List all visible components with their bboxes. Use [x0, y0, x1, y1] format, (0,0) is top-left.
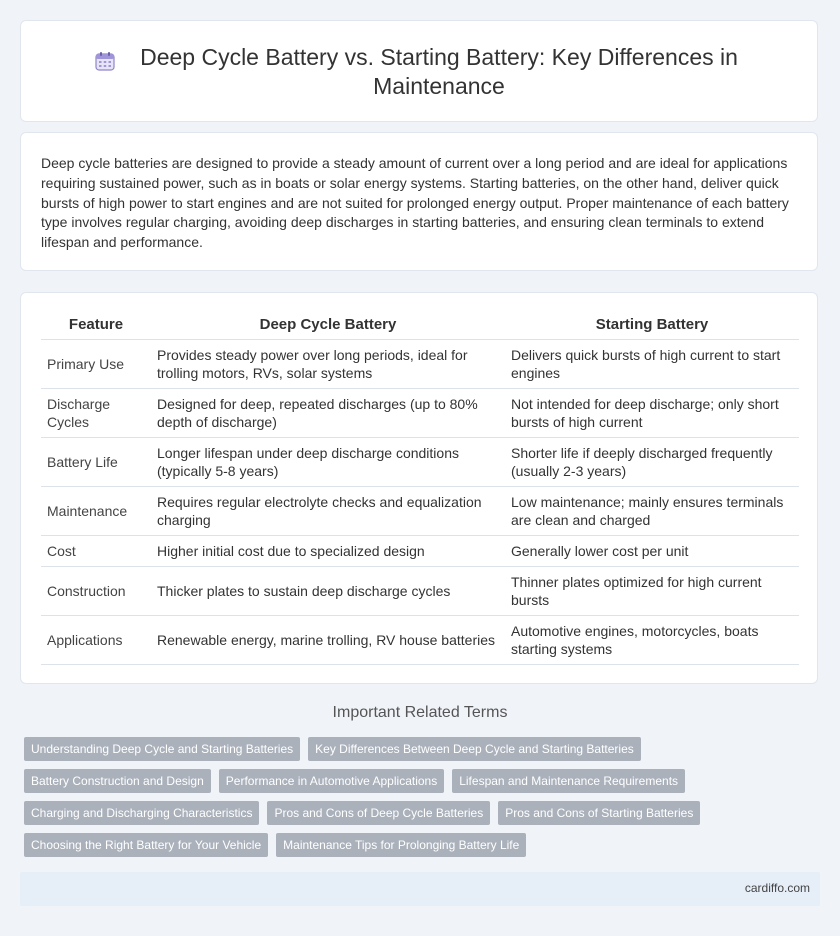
- table-row: [41, 389, 799, 438]
- starting-cell: Automotive engines, motorcycles, boats starting systems: [505, 616, 799, 665]
- deep-cycle-cell: Requires regular electrolyte checks and equalization charging: [151, 487, 505, 536]
- related-terms-list: [24, 737, 824, 865]
- table-row: [41, 567, 799, 616]
- starting-cell: Low maintenance; mainly ensures terminals are clean and charged: [505, 487, 799, 536]
- tag-row: [24, 769, 824, 793]
- deep-cycle-cell: Designed for deep, repeated discharges (up to 80% depth of discharge): [151, 389, 505, 438]
- table-row: [41, 536, 799, 567]
- related-term-tag[interactable]: Pros and Cons of Starting Batteries: [498, 801, 700, 825]
- related-term-tag[interactable]: Battery Construction and Design: [24, 769, 211, 793]
- feature-cell: Battery Life: [41, 438, 151, 487]
- table-header-row: [41, 309, 799, 340]
- footer: [20, 872, 820, 906]
- deep-cycle-cell: Provides steady power over long periods, ideal for trolling motors, RVs, solar systems: [151, 340, 505, 389]
- table-row: [41, 487, 799, 536]
- intro-card: [20, 132, 818, 271]
- table-row: [41, 340, 799, 389]
- related-terms-heading: Important Related Terms: [332, 704, 508, 721]
- feature-cell: Discharge Cycles: [41, 389, 151, 438]
- deep-cycle-cell: Thicker plates to sustain deep discharge cycles: [151, 567, 505, 616]
- deep-cycle-cell: Renewable energy, marine trolling, RV house batteries: [151, 616, 505, 665]
- header-card: [20, 20, 818, 122]
- related-term-tag[interactable]: Performance in Automotive Applications: [219, 769, 444, 793]
- comparison-table-card: [20, 292, 818, 684]
- starting-cell: Not intended for deep discharge; only short bursts of high current: [505, 389, 799, 438]
- feature-cell: Maintenance: [41, 487, 151, 536]
- tag-row: [24, 833, 824, 857]
- related-term-tag[interactable]: Choosing the Right Battery for Your Vehicle: [24, 833, 268, 857]
- feature-cell: Construction: [41, 567, 151, 616]
- starting-cell: Thinner plates optimized for high current bursts: [505, 567, 799, 616]
- starting-cell: Shorter life if deeply discharged frequently (usually 2-3 years): [505, 438, 799, 487]
- related-term-tag[interactable]: Key Differences Between Deep Cycle and Starting Batteries: [308, 737, 641, 761]
- feature-cell: Cost: [41, 536, 151, 567]
- starting-cell: Generally lower cost per unit: [505, 536, 799, 567]
- intro-paragraph: Deep cycle batteries are designed to provide a steady amount of current over a long period and are ideal for applications requiring sustained power, such as in boats or solar energy systems. Starting batteries, on the other hand, deliver quick bursts of high power to start engines and are not suited for prolonged energy output. Proper maintenance of each battery type involves regular charging, avoiding deep discharges in starting batteries, and ensuring clean terminals to extend lifespan and performance.: [41, 155, 789, 251]
- related-term-tag[interactable]: Charging and Discharging Characteristics: [24, 801, 259, 825]
- feature-cell: Applications: [41, 616, 151, 665]
- comparison-table: [41, 309, 799, 665]
- deep-cycle-cell: Longer lifespan under deep discharge conditions (typically 5-8 years): [151, 438, 505, 487]
- related-term-tag[interactable]: Understanding Deep Cycle and Starting Batteries: [24, 737, 300, 761]
- column-header-starting: Starting Battery: [505, 309, 799, 340]
- site-name[interactable]: cardiffo.com: [744, 881, 810, 895]
- column-header-feature: Feature: [41, 309, 151, 340]
- page-title: Deep Cycle Battery vs. Starting Battery: Key Differences in Maintenance: [140, 44, 738, 99]
- starting-cell: Delivers quick bursts of high current to start engines: [505, 340, 799, 389]
- tag-row: [24, 801, 824, 825]
- deep-cycle-cell: Higher initial cost due to specialized design: [151, 536, 505, 567]
- related-term-tag[interactable]: Pros and Cons of Deep Cycle Batteries: [267, 801, 490, 825]
- tag-row: [24, 737, 824, 761]
- table-row: [41, 616, 799, 665]
- related-term-tag[interactable]: Lifespan and Maintenance Requirements: [452, 769, 685, 793]
- feature-cell: Primary Use: [41, 340, 151, 389]
- column-header-deep-cycle: Deep Cycle Battery: [151, 309, 505, 340]
- table-row: [41, 438, 799, 487]
- related-term-tag[interactable]: Maintenance Tips for Prolonging Battery Life: [276, 833, 526, 857]
